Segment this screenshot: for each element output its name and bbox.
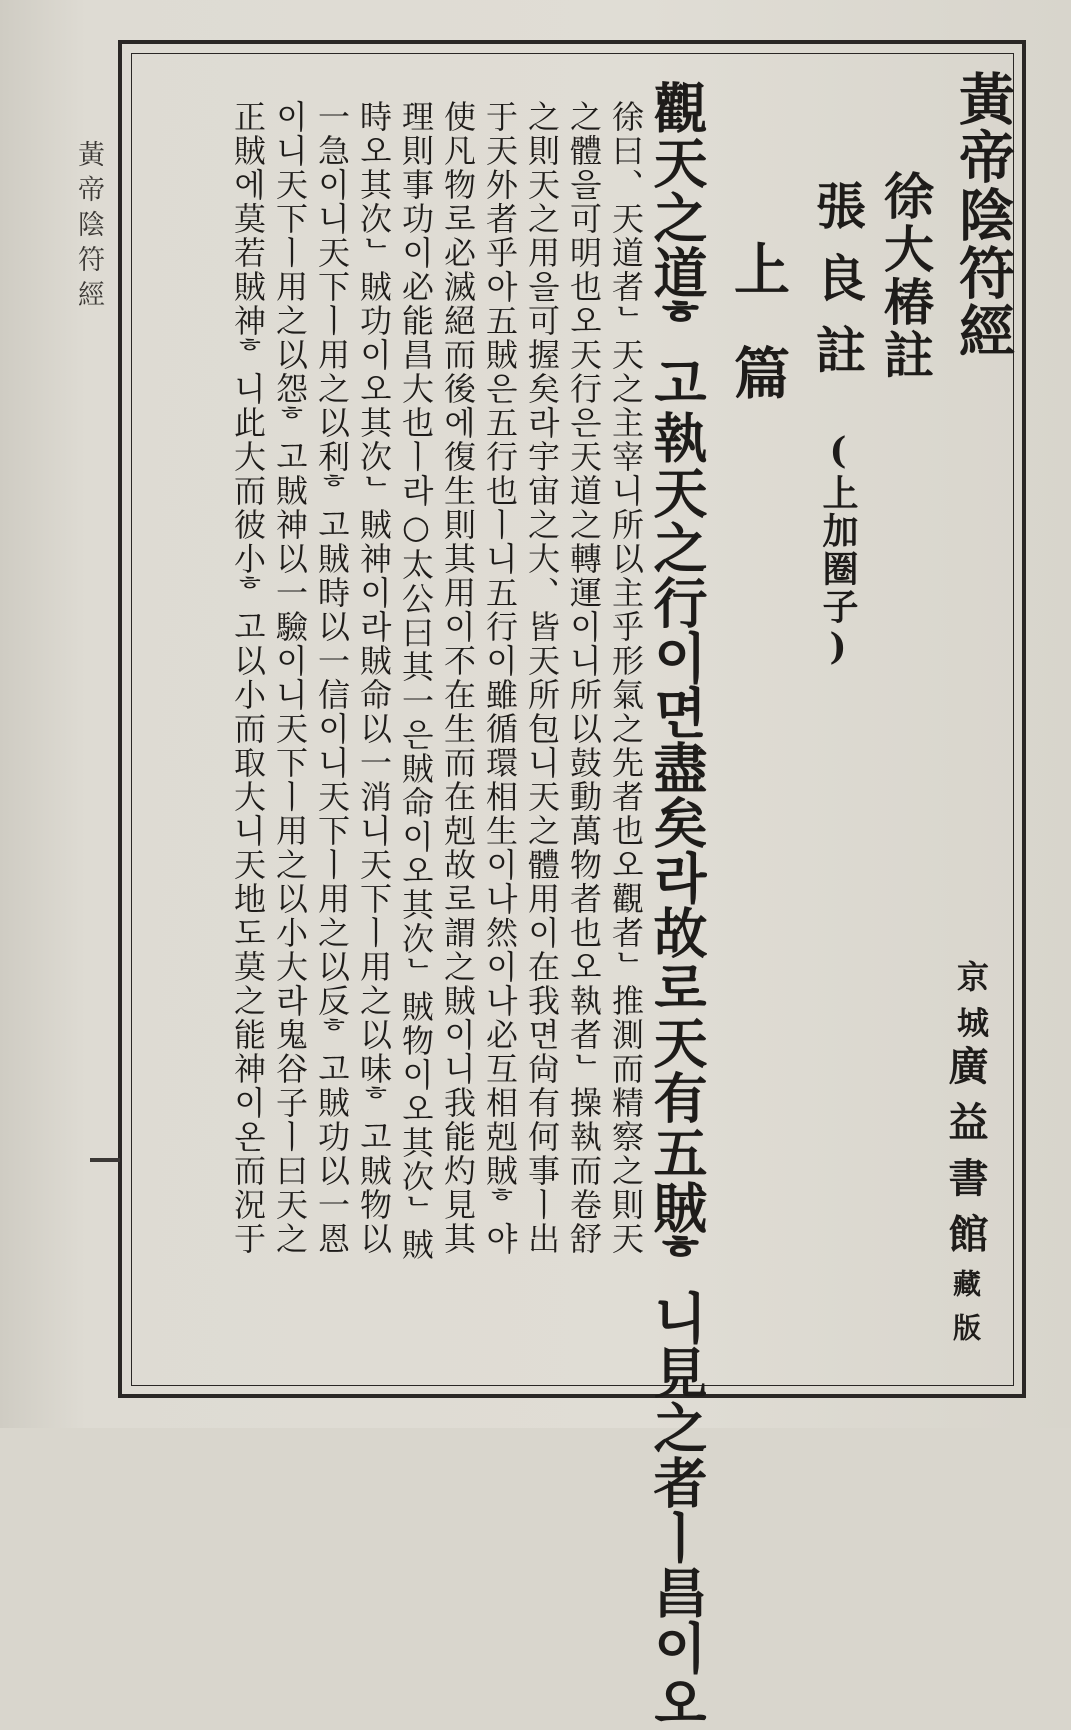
main-scripture-line: 觀天之道ᄒ고執天之行이면盡矣라故로天有五賊ᄒ니見之者ㅣ昌이오	[645, 80, 709, 1730]
commentary-line: 一急이니天下ㅣ用之以利ᄒ고賊時以一信이니天下ㅣ用之以反ᄒ고賊功以一恩	[313, 100, 351, 1256]
commentary-line: 徐曰、天道者ᄂ天之主宰니所以主乎形氣之先者也오觀者ᄂ推測而精察之則天	[607, 100, 645, 1256]
commentary-line: 時오其次ᄂ賊功이오其次ᄂ賊神이라賊命以一消니天下ㅣ用之以味ᄒ고賊物以	[355, 100, 393, 1256]
publisher-name-text: 廣益書館	[942, 1045, 989, 1269]
commentary-line: 正賊에莫若賊神ᄒ니此大而彼小ᄒ고以小而取大니天地도莫之能神이온而況于	[229, 100, 267, 1256]
spine-title: 黃帝陰符經	[73, 140, 104, 315]
chapter-title: 上篇	[725, 240, 791, 448]
commentary-line: 于天外者乎아五賊은五行也ㅣ니五行이雖循環相生이나然이나必互相剋賊ᄒ야	[481, 100, 519, 1256]
commentary-line: 이니天下ㅣ用之以怨ᄒ고賊神以一驗이니天下ㅣ用之以小大라鬼谷子ㅣ曰天之	[271, 100, 309, 1256]
commentary-line: 之體을可明也오天行은天道之轉運이니所以鼓動萬物者也오執者ᄂ操執而卷舒	[565, 100, 603, 1256]
annotator-xu: 徐大椿註	[876, 170, 935, 382]
publisher-name	[942, 1045, 989, 1357]
publisher-suffix: 藏版	[949, 1269, 982, 1357]
annotator-zhang: 張良註	[808, 180, 867, 396]
publisher-city: 京城	[952, 960, 990, 1052]
page-number	[90, 1158, 120, 1162]
commentary-line: 之則天之用을可握矣라宇宙之大、皆天所包니天之體用이在我면尙有何事ㅣ出	[523, 100, 561, 1256]
commentary-line: 理則事功이必能昌大也ㅣ라○太公曰其一은賊命이오其次ᄂ賊物이오其次ᄂ賊	[397, 100, 435, 1262]
annotator-note: (上加圈子)	[817, 430, 859, 670]
book-title: 黃帝陰符經	[950, 70, 1016, 360]
commentary-line: 使凡物로必滅絕而後에復生則其用이不在生而在剋故로謂之賊이니我能灼見其	[439, 100, 477, 1256]
